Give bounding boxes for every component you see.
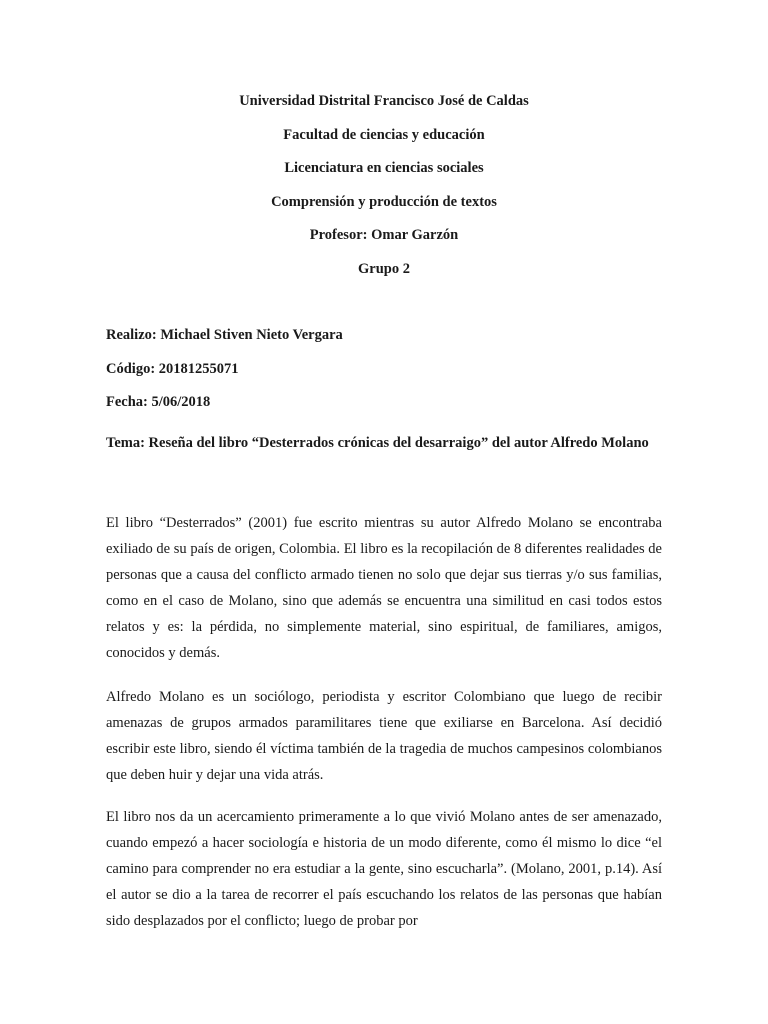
code-line: Código: 20181255071	[106, 360, 239, 377]
university-name: Universidad Distrital Francisco José de Caldas	[239, 93, 529, 109]
topic-heading: Tema: Reseña del libro “Desterrados crónicas del desarraigo” del autor Alfredo Molano	[106, 435, 649, 451]
faculty-name: Facultad de ciencias y educación	[283, 126, 485, 143]
group-number: Grupo 2	[358, 260, 410, 277]
professor-name: Profesor: Omar Garzón	[309, 227, 459, 243]
cover-header	[0, 90, 768, 291]
body-paragraph: Alfredo Molano es un sociólogo, periodista y escritor Colombiano que luego de recibir amenazas de grupos armados paramilitares tiene que exiliarse en Barcelona. Así decidió escribir este libro, siendo él víctima también de la tragedia de muchos campesinos colombianos que deben huir y dejar una vida atrás.	[106, 688, 662, 783]
program-name: Licenciatura en ciencias sociales	[284, 160, 484, 176]
body-paragraph: El libro “Desterrados” (2001) fue escrito mientras su autor Alfredo Molano se encontraba exiliado de su país de origen, Colombia. El libro es la recopilación de 8 diferentes realidades de personas que a causa del conflicto armado tienen no solo que dejar sus tierras y/o sus familias, como en el caso de Molano, sino que además se encuentra una similitud en casi todos estos relatos y es: la pérdida, no simplemente material, sino espiritual, de familiares, amigos, conocidos y demás.	[106, 514, 662, 661]
date-line: Fecha: 5/06/2018	[106, 394, 211, 410]
author-line: Realizo: Michael Stiven Nieto Vergara	[106, 327, 343, 343]
body-paragraph: El libro nos da un acercamiento primeramente a lo que vivió Molano antes de ser amenazado, cuando empezó a hacer sociología e historia de un modo diferente, como él mismo lo dice “el camino para comprender no era estudiar a la gente, sino escucharla”. (Molano, 2001, p.14). Así el autor se dio a la tarea de recorrer el país escuchando los relatos de las personas que habían sido desplazados por el conflicto; luego de probar por	[106, 808, 662, 929]
author-info	[106, 324, 662, 425]
course-name: Comprensión y producción de textos	[271, 193, 497, 210]
